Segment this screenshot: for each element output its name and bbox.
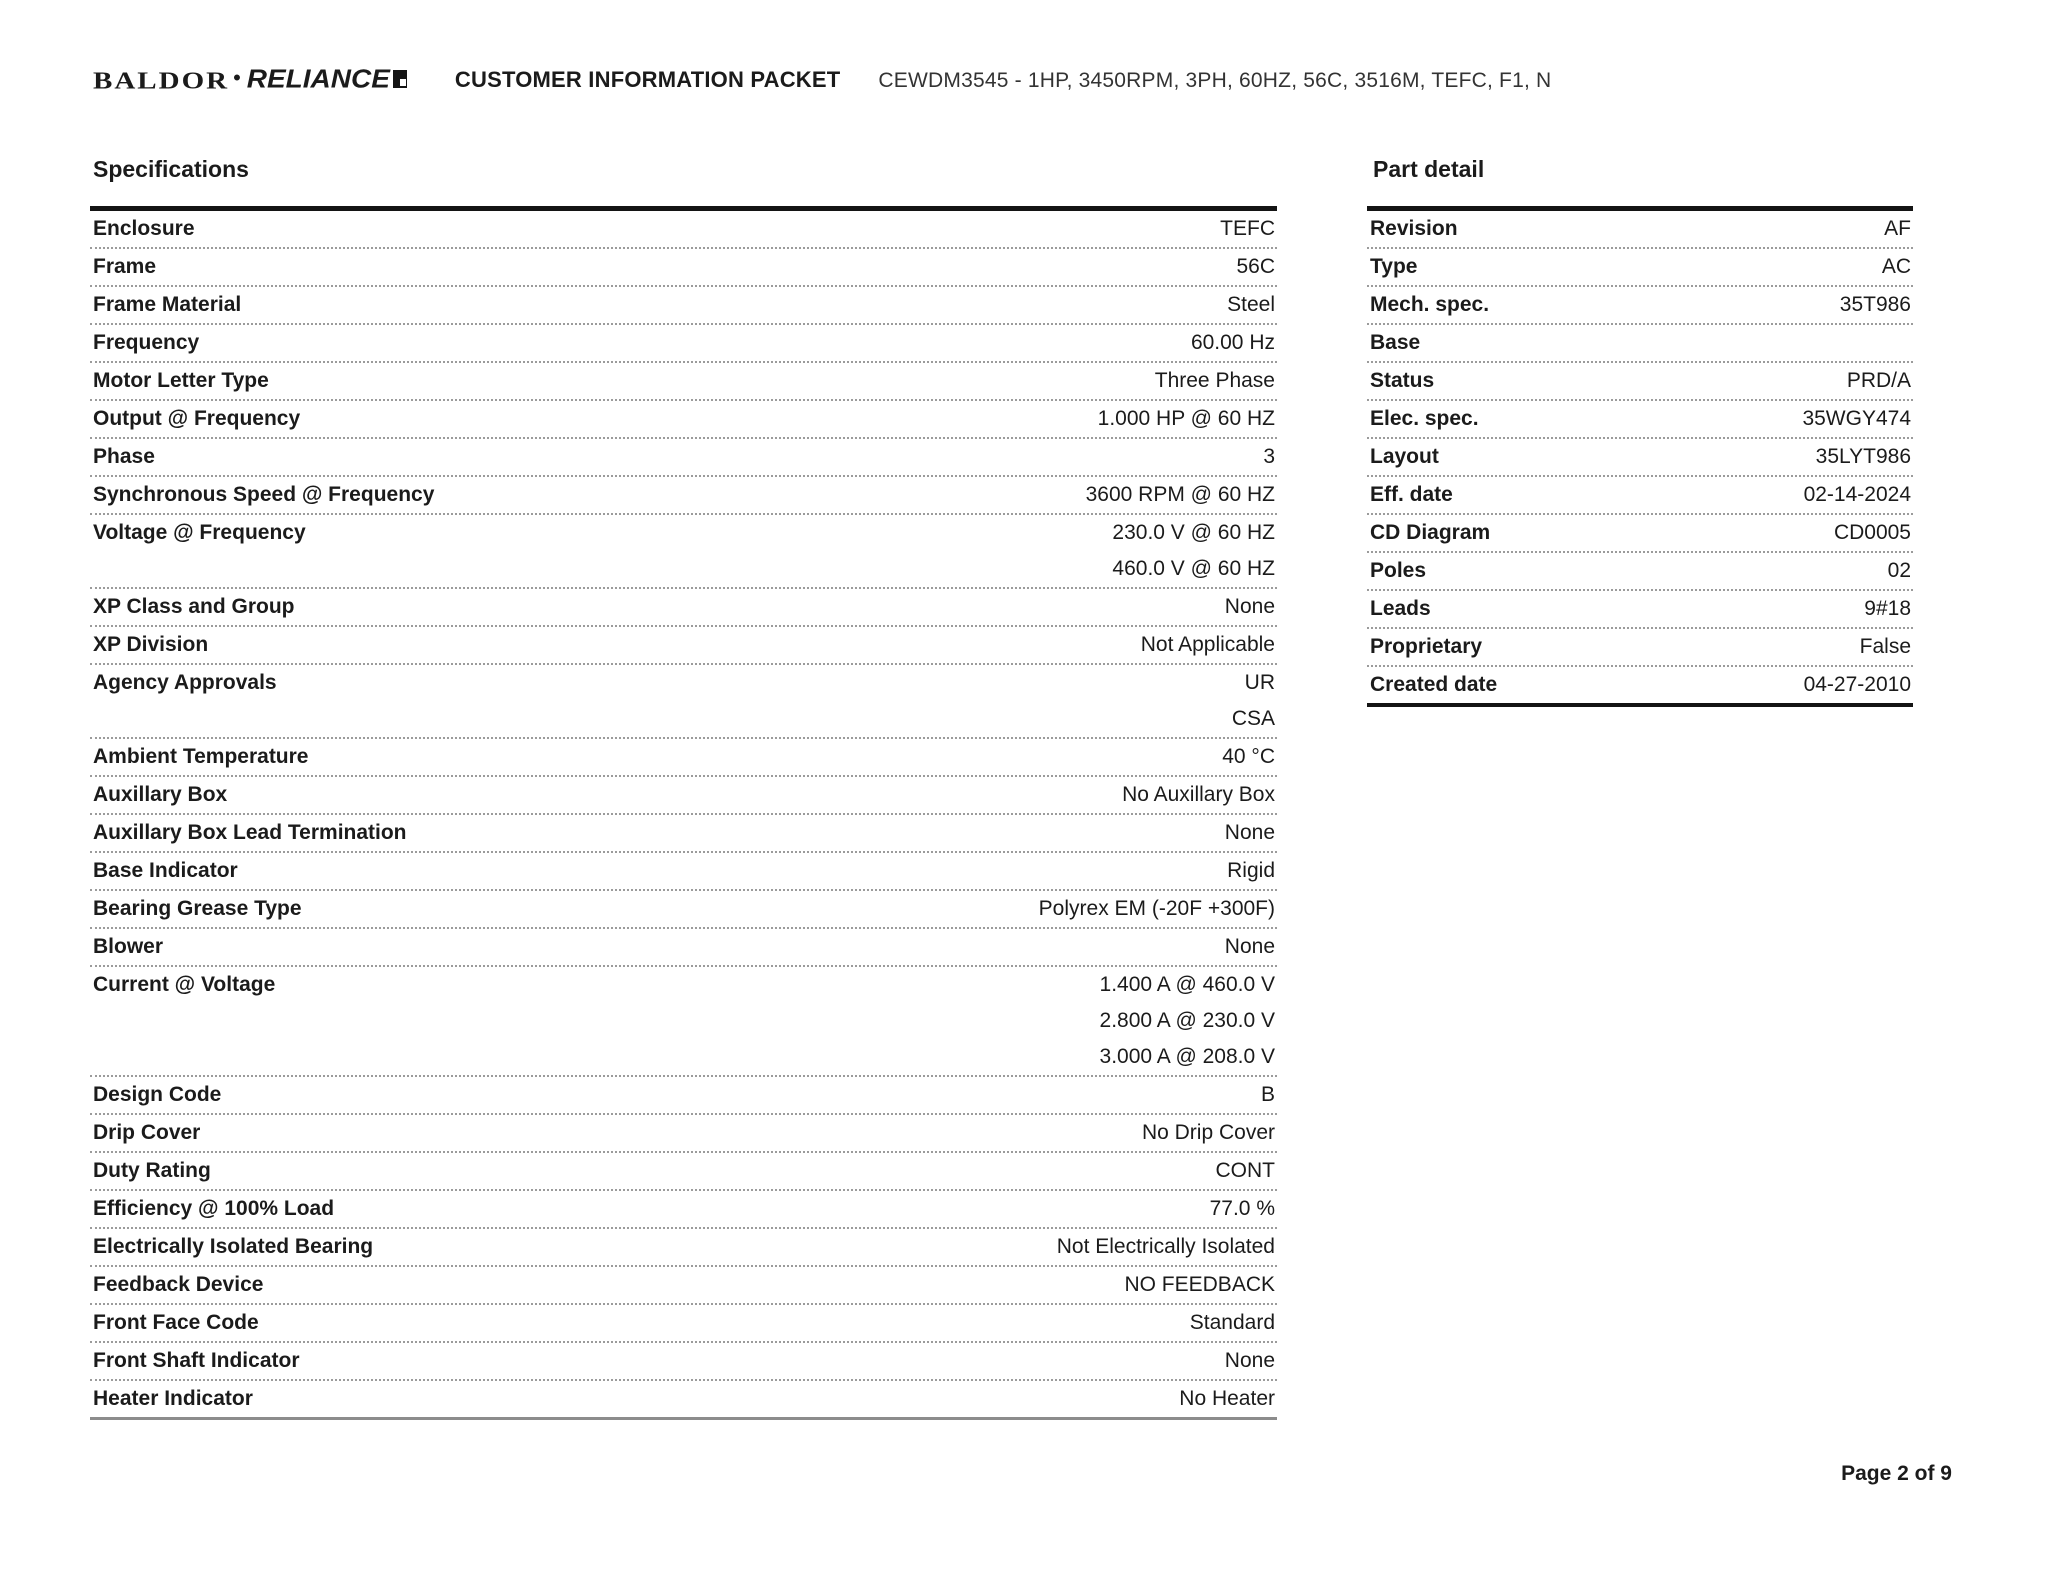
- table-row: [90, 1381, 1277, 1420]
- row-value: [1141, 627, 1277, 663]
- table-row: [90, 627, 1277, 665]
- row-label: Revision: [1370, 217, 1458, 240]
- value-line: 460.0 V @ 60 HZ: [1112, 557, 1275, 580]
- row-value: [1227, 853, 1277, 889]
- row-value: [1220, 211, 1277, 247]
- row-label: Layout: [1370, 445, 1439, 468]
- row-value: [1122, 777, 1277, 813]
- row-label: Efficiency @ 100% Load: [93, 1197, 335, 1220]
- value-line: 35T986: [1839, 293, 1911, 316]
- value-line: None: [1224, 1349, 1275, 1372]
- row-value: [1179, 1381, 1277, 1417]
- row-label: Base: [1370, 331, 1421, 354]
- logo-dot-icon: •: [233, 65, 241, 90]
- row-label: Base Indicator: [93, 859, 238, 882]
- value-line: Not Electrically Isolated: [1056, 1235, 1275, 1258]
- value-line: None: [1224, 821, 1275, 844]
- value-line: Polyrex EM (-20F +300F): [1038, 897, 1275, 920]
- table-row: [90, 739, 1277, 777]
- table-row: [1367, 439, 1913, 477]
- table-row: [1367, 363, 1913, 401]
- table-row: [90, 439, 1277, 477]
- row-label: Frame Material: [93, 293, 242, 316]
- table-row: [1367, 667, 1913, 707]
- table-row: [90, 363, 1277, 401]
- row-value: [1864, 591, 1913, 627]
- value-line: 04-27-2010: [1803, 673, 1911, 696]
- row-label: Front Shaft Indicator: [93, 1349, 300, 1372]
- value-line: 35WGY474: [1802, 407, 1911, 430]
- value-line: No Heater: [1179, 1387, 1275, 1410]
- table-row: [90, 515, 1277, 589]
- logo-square-icon: [393, 70, 407, 88]
- row-value: [1100, 967, 1277, 1075]
- row-label: Auxillary Box Lead Termination: [93, 821, 407, 844]
- row-value: [1225, 1343, 1277, 1379]
- table-row: [90, 589, 1277, 627]
- row-value: [1804, 667, 1913, 703]
- row-label: Bearing Grease Type: [93, 897, 302, 920]
- row-label: Drip Cover: [93, 1121, 201, 1144]
- value-line: UR: [1244, 671, 1275, 694]
- table-row: [90, 1077, 1277, 1115]
- value-line: 230.0 V @ 60 HZ: [1112, 521, 1275, 544]
- table-row: [90, 815, 1277, 853]
- row-label: Output @ Frequency: [93, 407, 301, 430]
- row-value: [1236, 249, 1277, 285]
- value-line: CSA: [1231, 707, 1275, 730]
- value-line: Steel: [1227, 293, 1275, 316]
- table-row: [90, 665, 1277, 739]
- baldor-reliance-logo: [93, 62, 407, 95]
- row-value: [1039, 891, 1277, 927]
- value-line: None: [1224, 595, 1275, 618]
- value-line: 3600 RPM @ 60 HZ: [1085, 483, 1275, 506]
- table-row: [90, 1153, 1277, 1191]
- value-line: Standard: [1189, 1311, 1275, 1334]
- table-row: [90, 249, 1277, 287]
- table-row: [90, 1115, 1277, 1153]
- row-label: Leads: [1370, 597, 1431, 620]
- specifications-title: Specifications: [93, 156, 249, 182]
- value-line: Rigid: [1227, 859, 1275, 882]
- row-label: Design Code: [93, 1083, 222, 1106]
- row-label: CD Diagram: [1370, 521, 1491, 544]
- row-value: [1263, 439, 1277, 475]
- row-label: Status: [1370, 369, 1435, 392]
- value-line: 56C: [1236, 255, 1275, 278]
- table-row: [90, 287, 1277, 325]
- row-value: [1124, 1267, 1277, 1303]
- row-value: [1804, 477, 1913, 513]
- row-value: [1190, 1305, 1277, 1341]
- row-label: Created date: [1370, 673, 1498, 696]
- value-line: No Drip Cover: [1141, 1121, 1275, 1144]
- row-value: [1847, 363, 1913, 399]
- row-label: Phase: [93, 445, 155, 468]
- value-line: 77.0 %: [1209, 1197, 1275, 1220]
- part-detail-title: Part detail: [1373, 156, 1485, 182]
- row-label: Agency Approvals: [93, 671, 277, 694]
- table-row: [90, 777, 1277, 815]
- table-row: [90, 1229, 1277, 1267]
- row-value: [1225, 589, 1277, 625]
- logo-baldor-text: BALDOR: [93, 67, 230, 95]
- row-label: Duty Rating: [93, 1159, 211, 1182]
- table-row: [1367, 629, 1913, 667]
- row-value: [1225, 815, 1277, 851]
- table-row: [90, 1343, 1277, 1381]
- row-label: Frame: [93, 255, 157, 278]
- table-row: [90, 929, 1277, 967]
- row-value: [1261, 1077, 1277, 1113]
- row-value: [1225, 929, 1277, 965]
- logo-reliance-text: RELIANCE: [246, 64, 390, 94]
- value-line: 60.00 Hz: [1190, 331, 1275, 354]
- value-line: None: [1224, 935, 1275, 958]
- table-row: [90, 1267, 1277, 1305]
- row-label: Heater Indicator: [93, 1387, 253, 1410]
- table-row: [90, 325, 1277, 363]
- value-line: 1.000 HP @ 60 HZ: [1097, 407, 1275, 430]
- row-label: Motor Letter Type: [93, 369, 269, 392]
- row-value: [1086, 477, 1277, 513]
- value-line: CONT: [1215, 1159, 1275, 1182]
- value-line: PRD/A: [1846, 369, 1911, 392]
- row-label: Voltage @ Frequency: [93, 521, 306, 544]
- row-label: XP Class and Group: [93, 595, 295, 618]
- value-line: AC: [1881, 255, 1911, 278]
- table-row: [1367, 591, 1913, 629]
- product-description: CEWDM3545 - 1HP, 3450RPM, 3PH, 60HZ, 56C, 3516M, TEFC, F1, N: [878, 69, 1552, 92]
- row-label: Type: [1370, 255, 1418, 278]
- value-line: AF: [1884, 217, 1911, 240]
- row-label: Blower: [93, 935, 164, 958]
- row-label: Electrically Isolated Bearing: [93, 1235, 374, 1258]
- row-label: Auxillary Box: [93, 783, 228, 806]
- table-row: [90, 477, 1277, 515]
- table-row: [90, 967, 1277, 1077]
- row-value: [1802, 401, 1913, 437]
- table-row: [1367, 401, 1913, 439]
- row-label: Mech. spec.: [1370, 293, 1490, 316]
- table-row: [1367, 249, 1913, 287]
- row-label: Elec. spec.: [1370, 407, 1479, 430]
- table-row: [90, 1191, 1277, 1229]
- row-label: Ambient Temperature: [93, 745, 309, 768]
- row-value: [1216, 1153, 1278, 1189]
- row-value: [1860, 629, 1913, 665]
- row-value: [1232, 665, 1277, 737]
- row-value: [1834, 515, 1913, 551]
- table-row: [1367, 211, 1913, 249]
- row-value: [1888, 553, 1913, 589]
- table-row: [90, 1305, 1277, 1343]
- row-value: [1191, 325, 1277, 361]
- table-row: [1367, 287, 1913, 325]
- row-label: Proprietary: [1370, 635, 1483, 658]
- value-line: TEFC: [1220, 217, 1275, 240]
- value-line: Three Phase: [1154, 369, 1275, 392]
- row-value: [1155, 363, 1277, 399]
- row-label: Synchronous Speed @ Frequency: [93, 483, 435, 506]
- document-title: CUSTOMER INFORMATION PACKET: [454, 67, 841, 92]
- row-value: [1882, 249, 1913, 285]
- row-label: Eff. date: [1370, 483, 1453, 506]
- table-row: [90, 211, 1277, 249]
- table-row: [1367, 477, 1913, 515]
- value-line: 1.400 A @ 460.0 V: [1099, 973, 1275, 996]
- value-line: NO FEEDBACK: [1124, 1273, 1275, 1296]
- row-label: Front Face Code: [93, 1311, 259, 1334]
- value-line: Not Applicable: [1140, 633, 1275, 656]
- value-line: B: [1260, 1083, 1275, 1106]
- row-label: Poles: [1370, 559, 1427, 582]
- row-value: [1142, 1115, 1277, 1151]
- row-label: Enclosure: [93, 217, 195, 240]
- value-line: 02: [1887, 559, 1911, 582]
- row-value: [1816, 439, 1913, 475]
- page-number: Page 2 of 9: [1841, 1462, 1952, 1485]
- row-label: Feedback Device: [93, 1273, 264, 1296]
- row-value: [1057, 1229, 1277, 1265]
- value-line: No Auxillary Box: [1122, 783, 1275, 806]
- value-line: 2.800 A @ 230.0 V: [1099, 1009, 1275, 1032]
- value-line: 3.000 A @ 208.0 V: [1099, 1045, 1275, 1068]
- part-detail-table: [1367, 206, 1913, 707]
- value-line: 35LYT986: [1815, 445, 1911, 468]
- row-value: [1227, 287, 1277, 323]
- value-line: 02-14-2024: [1803, 483, 1911, 506]
- row-value: [1840, 287, 1913, 323]
- row-value: [1210, 1191, 1277, 1227]
- row-value: [1884, 211, 1913, 247]
- value-line: 9#18: [1864, 597, 1911, 620]
- row-value: [1112, 515, 1277, 587]
- table-row: [1367, 515, 1913, 553]
- value-line: 40 °C: [1222, 745, 1275, 768]
- row-label: Frequency: [93, 331, 200, 354]
- value-line: 3: [1263, 445, 1275, 468]
- table-row: [1367, 325, 1913, 363]
- table-row: [90, 401, 1277, 439]
- row-label: XP Division: [93, 633, 209, 656]
- value-line: False: [1859, 635, 1911, 658]
- specifications-table: [90, 206, 1277, 1420]
- table-row: [90, 891, 1277, 929]
- row-value: [1098, 401, 1277, 437]
- value-line: CD0005: [1833, 521, 1911, 544]
- row-label: Current @ Voltage: [93, 973, 276, 996]
- page-header: [93, 62, 1551, 102]
- row-value: [1222, 739, 1277, 775]
- table-row: [90, 853, 1277, 891]
- table-row: [1367, 553, 1913, 591]
